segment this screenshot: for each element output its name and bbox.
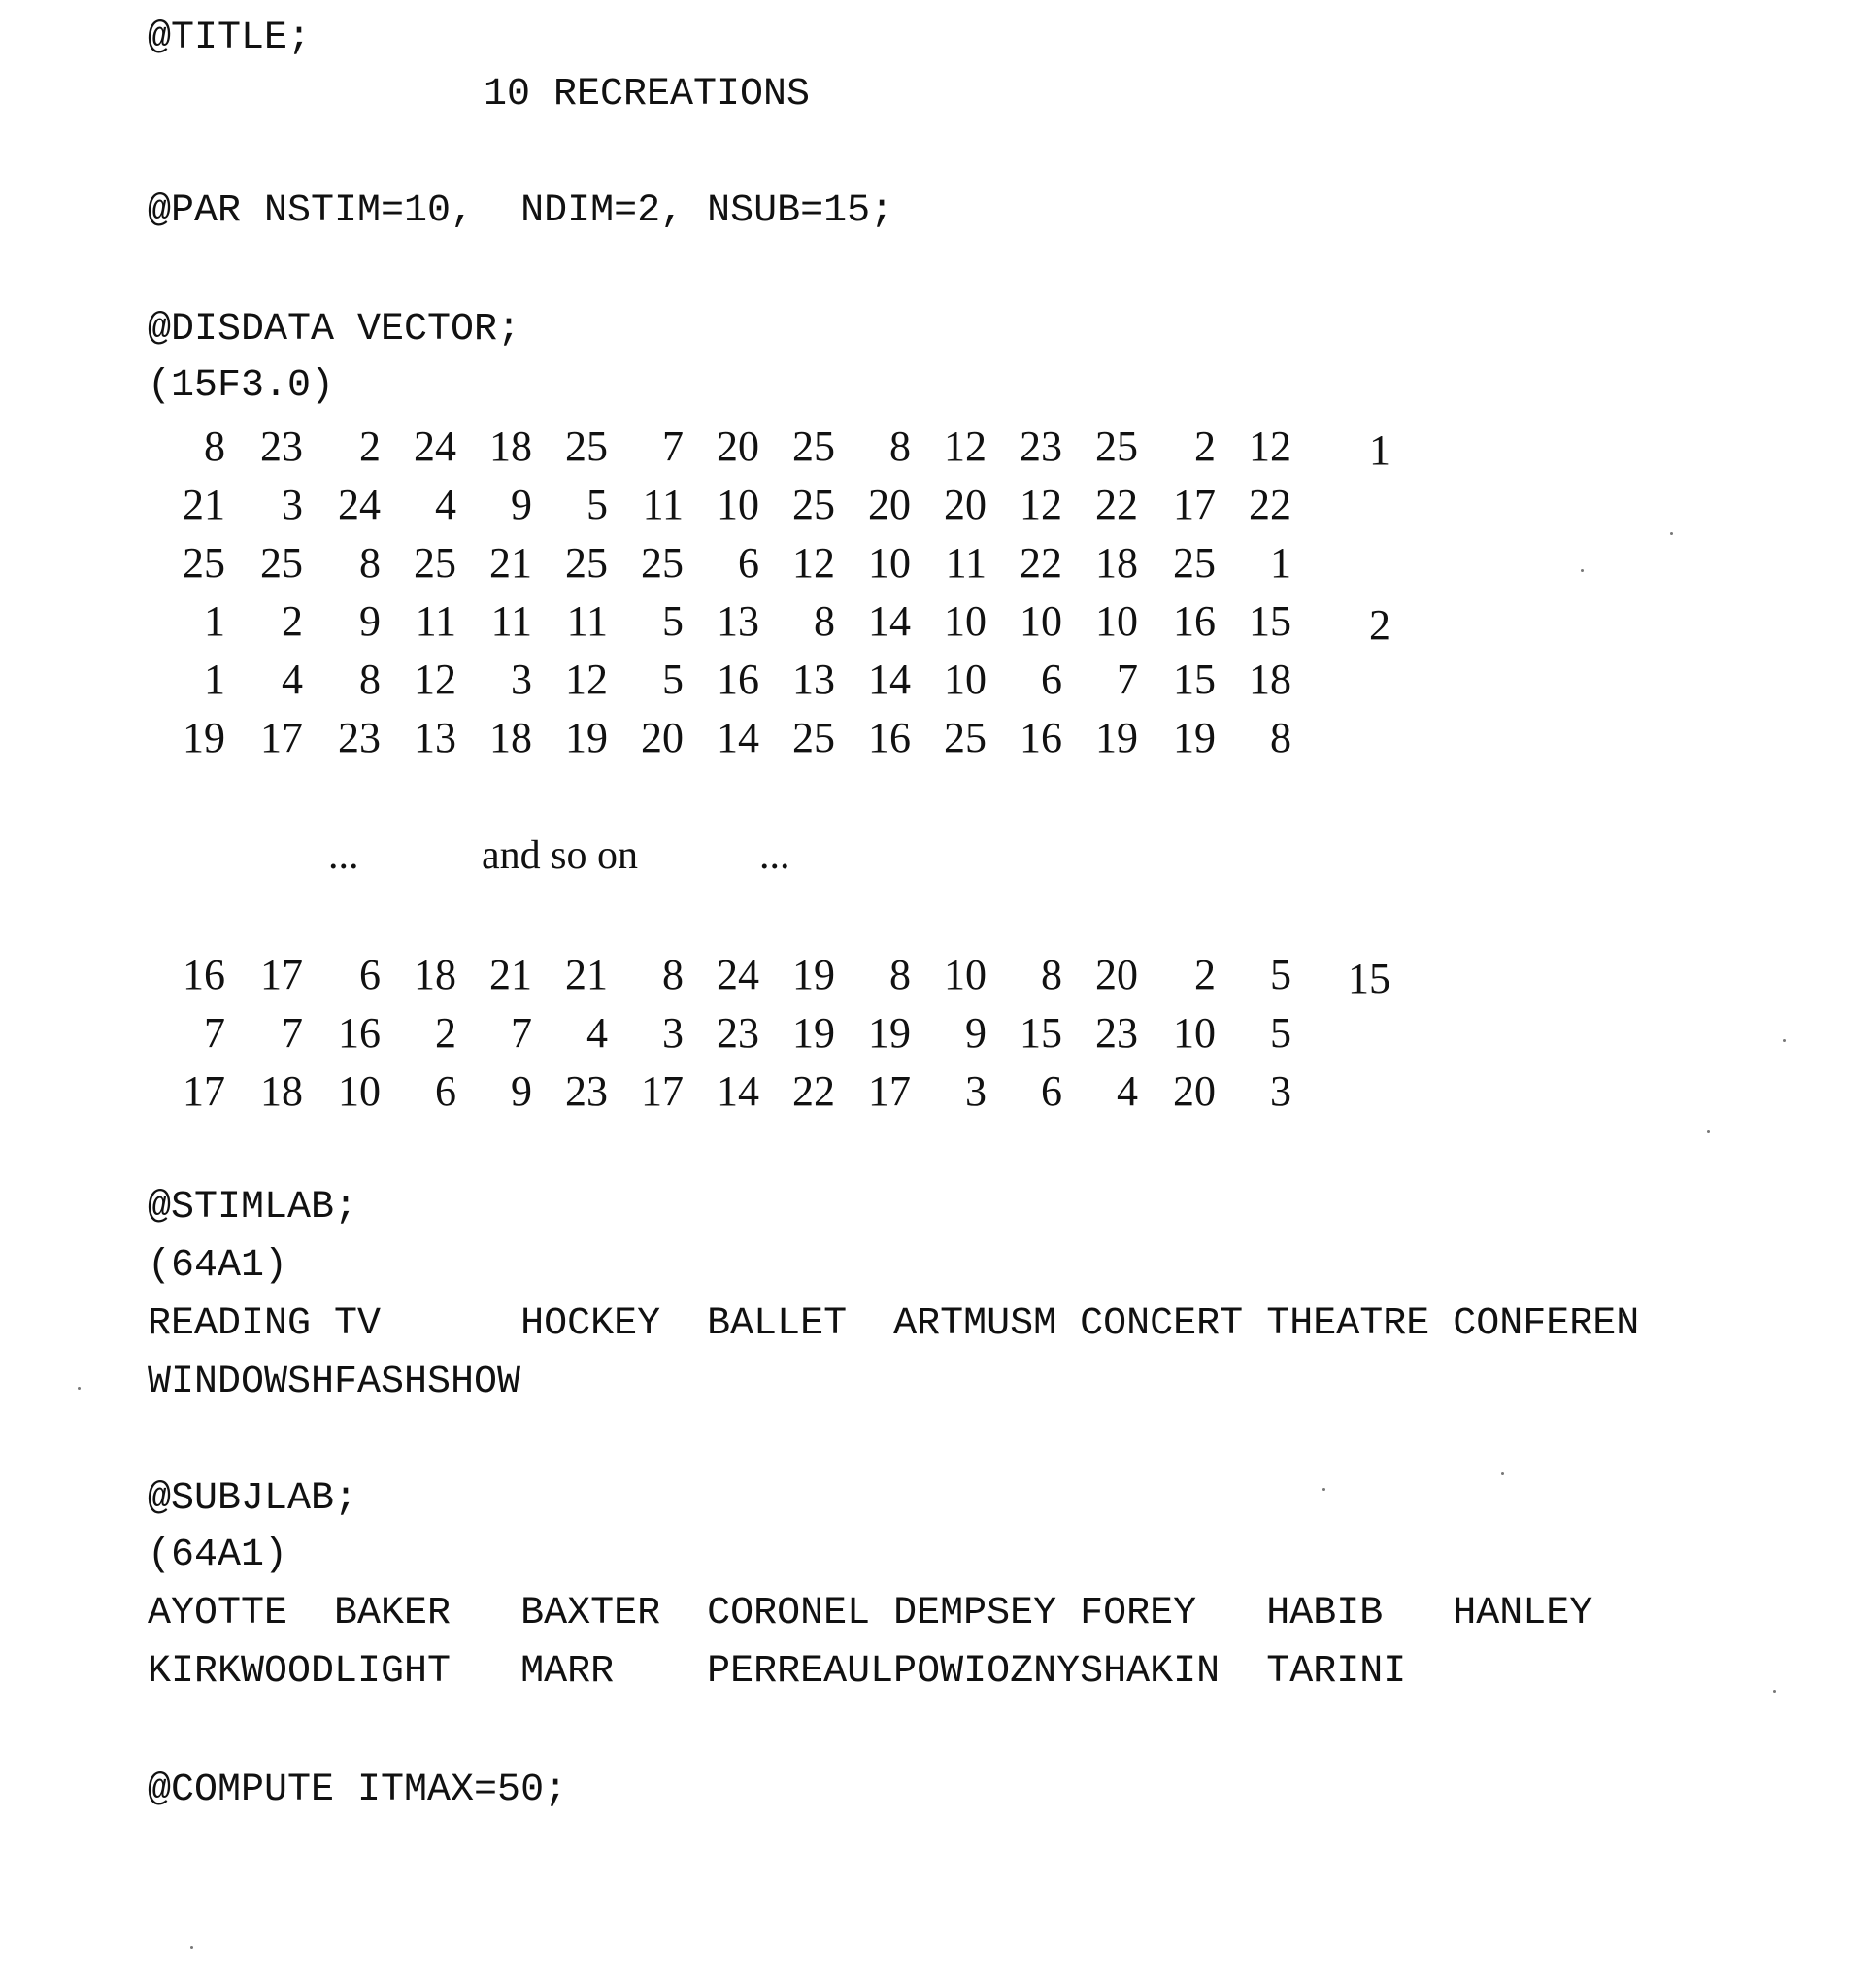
data-value: 12 [792,539,835,587]
data-value: 9 [511,481,532,528]
data-value: 10 [944,656,987,703]
data-value: 12 [565,656,608,703]
subjlab-command: @SUBJLAB; [148,1477,358,1521]
data-value: 5 [586,481,608,528]
data-value: 21 [489,951,532,998]
data-value: 16 [338,1009,381,1057]
data-value: 6 [738,539,759,587]
data-value: 23 [1020,422,1062,470]
scan-speck [78,1387,81,1390]
data-value: 6 [1041,1067,1062,1115]
data-value: 6 [359,951,381,998]
data-value: 25 [183,539,225,587]
data-value: 25 [1173,539,1216,587]
data-value: 11 [490,597,532,645]
data-value: 13 [414,714,456,761]
data-value: 21 [565,951,608,998]
data-value: 18 [260,1067,303,1115]
data-value: 20 [1095,951,1138,998]
data-value: 15 [1173,656,1216,703]
data-value: 18 [489,714,532,761]
data-value: 2 [435,1009,456,1057]
subject-number: 1 [1369,426,1390,474]
data-value: 19 [868,1009,911,1057]
data-value: 8 [359,539,381,587]
data-value: 12 [1249,422,1291,470]
subject-number: 2 [1369,601,1390,649]
data-value: 25 [565,539,608,587]
data-value: 15 [1020,1009,1062,1057]
title-command: @TITLE; [148,17,312,60]
data-value: 8 [1041,951,1062,998]
data-value: 17 [183,1067,225,1115]
data-value: 8 [359,656,381,703]
document-page [148,0,1837,1988]
data-value: 16 [717,656,759,703]
data-value: 5 [662,597,684,645]
stimlab-labels-line-2: WINDOWSHFASHSHOW [148,1361,521,1404]
data-value: 19 [792,1009,835,1057]
data-value: 25 [260,539,303,587]
data-value: 25 [944,714,987,761]
disdata-format: (15F3.0) [148,364,335,408]
data-value: 20 [641,714,684,761]
data-value: 1 [204,656,225,703]
data-value: 6 [435,1067,456,1115]
stimlab-format: (64A1) [148,1244,288,1288]
data-value: 10 [1173,1009,1216,1057]
data-value: 12 [414,656,456,703]
data-value: 24 [414,422,456,470]
data-value: 12 [944,422,987,470]
scan-speck [1581,569,1584,572]
data-value: 20 [944,481,987,528]
data-value: 19 [183,714,225,761]
data-value: 17 [868,1067,911,1115]
data-value: 2 [1194,951,1216,998]
data-value: 23 [565,1067,608,1115]
data-value: 6 [1041,656,1062,703]
data-value: 19 [1095,714,1138,761]
data-value: 21 [183,481,225,528]
data-value: 25 [792,422,835,470]
data-value: 22 [792,1067,835,1115]
data-value: 20 [717,422,759,470]
data-value: 18 [1095,539,1138,587]
data-value: 14 [717,714,759,761]
data-value: 4 [586,1009,608,1057]
data-value: 16 [1173,597,1216,645]
data-value: 2 [1194,422,1216,470]
data-value: 11 [415,597,456,645]
scan-speck [1783,1039,1786,1042]
data-value: 17 [260,951,303,998]
data-value: 10 [1020,597,1062,645]
title-text: 10 RECREATIONS [484,73,811,117]
data-value: 19 [792,951,835,998]
data-value: 7 [282,1009,303,1057]
data-value: 8 [889,951,911,998]
data-value: 8 [814,597,835,645]
data-value: 20 [1173,1067,1216,1115]
data-value: 17 [260,714,303,761]
subjlab-format: (64A1) [148,1533,288,1577]
subject-number: 15 [1348,955,1390,1002]
data-value: 2 [282,597,303,645]
data-value: 9 [359,597,381,645]
par-command: @PAR NSTIM=10, NDIM=2, NSUB=15; [148,189,894,233]
data-value: 4 [435,481,456,528]
data-value: 1 [204,597,225,645]
subjlab-labels-line-1: AYOTTE BAKER BAXTER CORONEL DEMPSEY FOREY HABIB HANLEY [148,1592,1593,1635]
data-value: 8 [204,422,225,470]
data-value: 10 [944,597,987,645]
data-value: 22 [1095,481,1138,528]
data-value: 10 [338,1067,381,1115]
data-value: 10 [717,481,759,528]
data-value: 25 [792,481,835,528]
data-value: 16 [868,714,911,761]
stimlab-labels-line-1: READING TV HOCKEY BALLET ARTMUSM CONCERT THEATRE CONFEREN [148,1302,1640,1346]
data-value: 23 [717,1009,759,1057]
stimlab-command: @STIMLAB; [148,1186,358,1230]
data-value: 14 [868,597,911,645]
scan-speck [1707,1130,1710,1133]
data-value: 25 [641,539,684,587]
scan-speck [1670,532,1673,535]
data-value: 9 [965,1009,987,1057]
data-value: 17 [1173,481,1216,528]
data-value: 10 [944,951,987,998]
data-value: 18 [489,422,532,470]
data-value: 7 [662,422,684,470]
data-value: 25 [1095,422,1138,470]
scan-speck [1773,1690,1776,1693]
scan-speck [1501,1472,1504,1475]
data-value: 23 [338,714,381,761]
data-value: 1 [1270,539,1291,587]
data-value: 25 [792,714,835,761]
data-value: 11 [642,481,684,528]
data-value: 8 [662,951,684,998]
data-value: 19 [1173,714,1216,761]
scan-speck [1322,1488,1325,1491]
data-value: 5 [662,656,684,703]
data-value: 19 [565,714,608,761]
data-value: 25 [414,539,456,587]
data-value: 21 [489,539,532,587]
disdata-command: @DISDATA VECTOR; [148,308,521,352]
data-value: 16 [183,951,225,998]
data-value: 11 [566,597,608,645]
data-value: 25 [565,422,608,470]
data-value: 8 [889,422,911,470]
ellipsis-right: ... [759,833,790,878]
data-value: 4 [1117,1067,1138,1115]
data-value: 3 [662,1009,684,1057]
data-value: 23 [1095,1009,1138,1057]
data-value: 13 [717,597,759,645]
data-value: 11 [945,539,987,587]
data-value: 7 [204,1009,225,1057]
data-value: 5 [1270,951,1291,998]
data-value: 15 [1249,597,1291,645]
data-value: 7 [1117,656,1138,703]
data-value: 7 [511,1009,532,1057]
data-value: 5 [1270,1009,1291,1057]
data-value: 14 [868,656,911,703]
data-value: 22 [1020,539,1062,587]
data-value: 9 [511,1067,532,1115]
data-value: 10 [1095,597,1138,645]
data-value: 4 [282,656,303,703]
data-value: 24 [338,481,381,528]
data-value: 17 [641,1067,684,1115]
ellipsis-text: and so on [482,833,638,878]
data-value: 16 [1020,714,1062,761]
data-value: 3 [282,481,303,528]
data-value: 12 [1020,481,1062,528]
scan-speck [190,1946,193,1949]
data-value: 18 [1249,656,1291,703]
data-value: 2 [359,422,381,470]
data-value: 3 [511,656,532,703]
data-value: 3 [1270,1067,1291,1115]
data-value: 20 [868,481,911,528]
data-value: 22 [1249,481,1291,528]
data-value: 23 [260,422,303,470]
data-value: 10 [868,539,911,587]
ellipsis-left: ... [328,833,359,878]
subjlab-labels-line-2: KIRKWOODLIGHT MARR PERREAULPOWIOZNYSHAKIN TARINI [148,1650,1407,1694]
data-value: 3 [965,1067,987,1115]
data-value: 24 [717,951,759,998]
data-value: 18 [414,951,456,998]
compute-command: @COMPUTE ITMAX=50; [148,1769,568,1812]
data-value: 8 [1270,714,1291,761]
data-value: 14 [717,1067,759,1115]
data-value: 13 [792,656,835,703]
